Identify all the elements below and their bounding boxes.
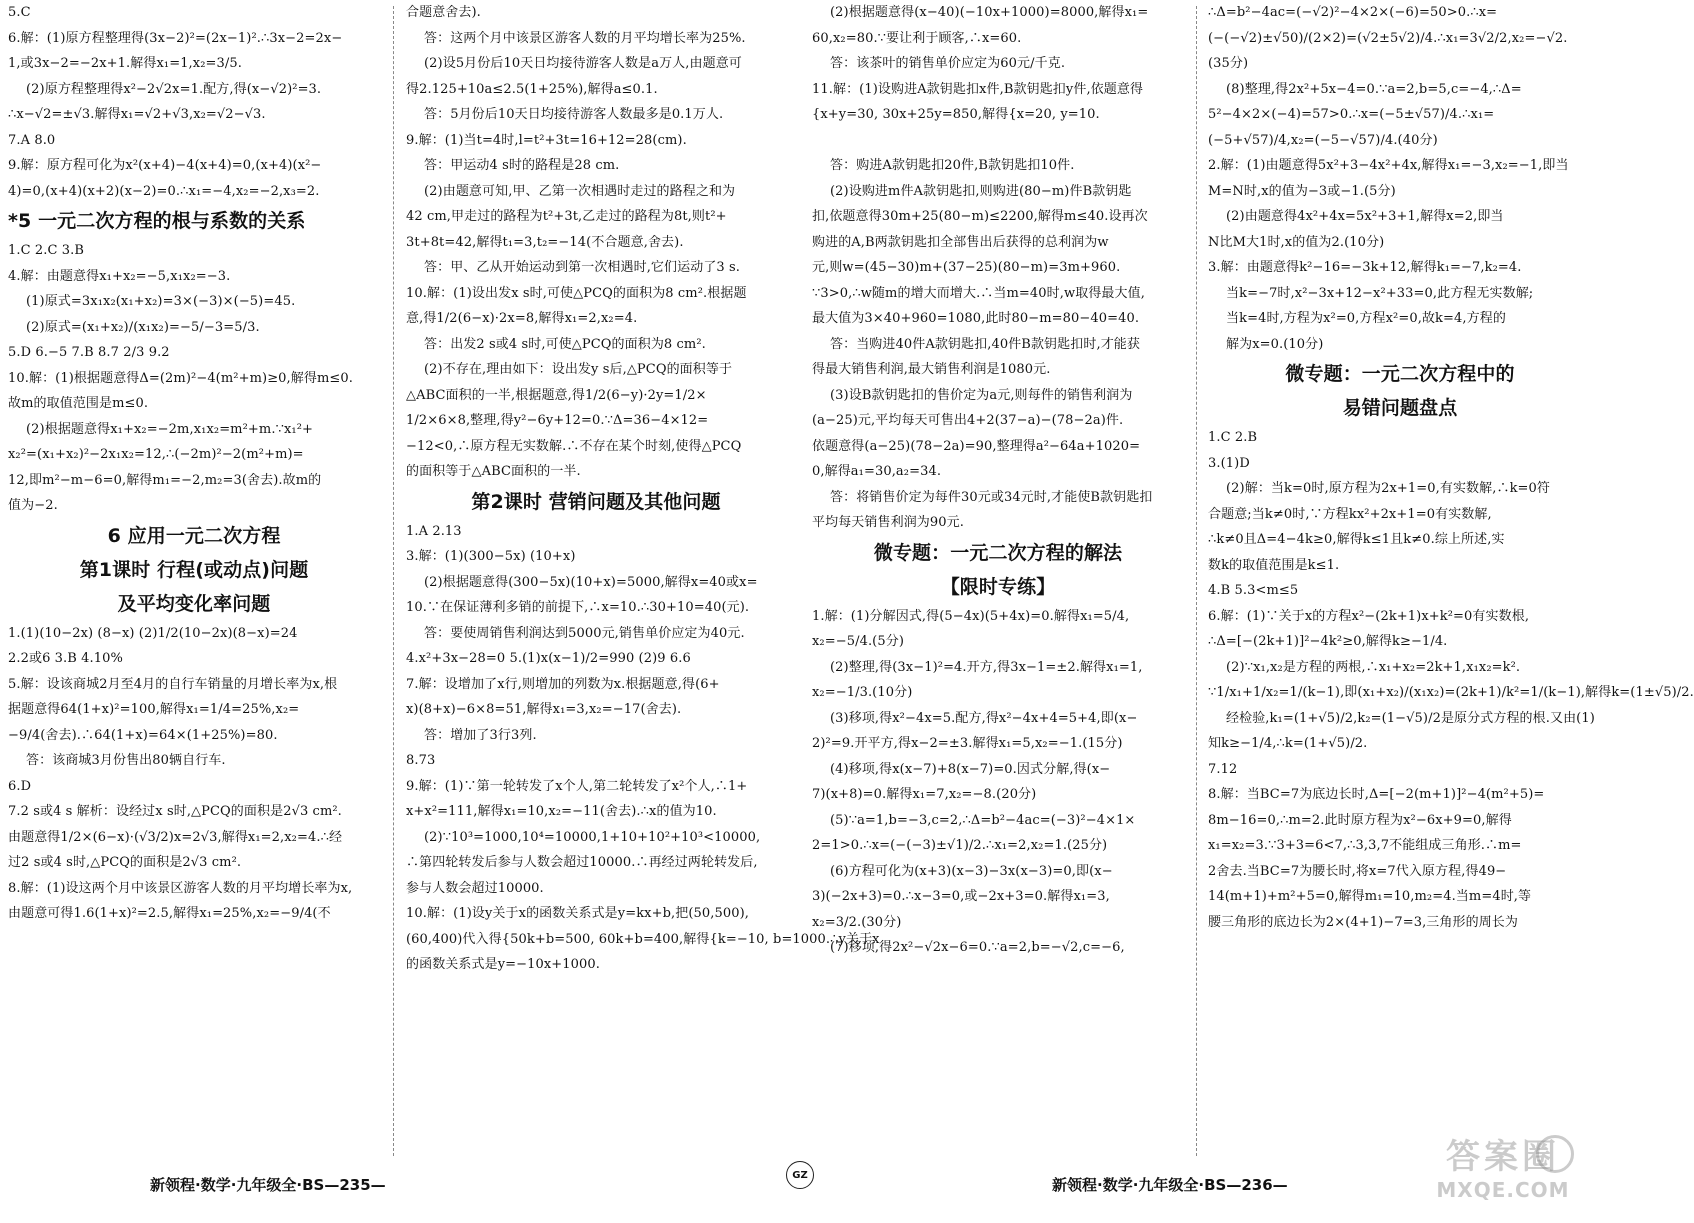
- text-line: 1.C 2.B: [1208, 430, 1258, 445]
- text-line: 合题意舍去).: [406, 5, 481, 20]
- right-page-column-2: [1208, 0, 1694, 1150]
- text-line: 解为x=0.(10分): [1226, 336, 1324, 352]
- text-line: 合题意;当k≠0时,∵方程kx²+2x+1=0有实数解,: [1208, 506, 1492, 522]
- text-line: (60,400)代入得{50k+b=500, 60k+b=400,解得{k=−10, b=1000.∴y关于x: [406, 931, 880, 947]
- gz-logo-icon: GZ: [786, 1161, 814, 1189]
- watermark-badge-icon: [1536, 1135, 1574, 1173]
- text-line: 4)=0,(x+4)(x+2)(x−2)=0.∴x₁=−4,x₂=−2,x₃=2.: [8, 183, 320, 199]
- text-line: 购进的A,B两款钥匙扣全部售出后获得的总利润为w: [812, 234, 1109, 250]
- text-line: 1/2×6×8,整理,得y²−6y+12=0.∵Δ=36−4×12=: [406, 413, 709, 428]
- text-line: (2)根据题意得(x−40)(−10x+1000)=8000,解得x₁=: [830, 5, 1149, 20]
- section-heading: 【限时专练】: [940, 575, 1056, 598]
- text-line: 12,即m²−m−6=0,解得m₁=−2,m₂=3(舍去).故m的: [8, 472, 322, 488]
- text-line: x₂=−1/3.(10分): [812, 685, 913, 700]
- text-line: M=N时,x的值为−3或−1.(5分): [1208, 183, 1396, 199]
- text-line: 故m的取值范围是m≤0.: [8, 396, 149, 411]
- text-line: ∴Δ=[−(2k+1)]²−4k²≥0,解得k≥−1/4.: [1208, 634, 1448, 649]
- text-line: (35分): [1208, 56, 1249, 71]
- text-line: (−5+√57)/4,x₂=(−5−√57)/4.(40分): [1208, 132, 1438, 148]
- text-line: 60,x₂=80.∵要让利于顾客,∴x=60.: [812, 30, 1022, 46]
- text-line: 4.解：由题意得x₁+x₂=−5,x₁x₂=−3.: [8, 268, 231, 284]
- text-line: (5)∵a=1,b=−3,c=2,∴Δ=b²−4ac=(−3)²−4×1×: [830, 812, 1136, 828]
- text-line: 由题意可得1.6(1+x)²=2.5,解得x₁=25%,x₂=−9/4(不: [8, 906, 331, 921]
- right-page-column-1: [812, 0, 1184, 1150]
- text-line: 10.解：(1)根据题意得Δ=(2m)²−4(m²+m)≥0,解得m≤0.: [8, 370, 354, 386]
- text-line: ∴Δ=b²−4ac=(−√2)²−4×2×(−6)=50>0.∴x=: [1208, 5, 1498, 20]
- text-line: △ABC面积的一半,根据题意,得1/2(6−y)·2y=1/2×: [406, 387, 707, 403]
- text-line: 4.B 5.3<m≤5: [1208, 583, 1299, 598]
- text-line: 2.解：(1)由题意得5x²+3−4x²+4x,解得x₁=−3,x₂=−1,即当: [1208, 158, 1569, 173]
- section-heading: 第1课时 行程(或动点)问题: [79, 558, 309, 581]
- text-line: 腰三角形的底边长为2×(4+1)−7=3,三角形的周长为: [1208, 914, 1519, 930]
- text-line: 由题意得1/2×(6−x)·(√3/2)x=2√3,解得x₁=2,x₂=4.∴经: [8, 829, 343, 845]
- text-line: 3.解：由题意得k²−16=−3k+12,解得k₁=−7,k₂=4.: [1208, 260, 1522, 275]
- text-line: −12<0,∴原方程无实数解.∴不存在某个时刻,使得△PCQ: [406, 438, 742, 454]
- text-line: 10.解：(1)设出发x s时,可使△PCQ的面积为8 cm².根据题: [406, 285, 747, 301]
- text-line: (4)移项,得x(x−7)+8(x−7)=0.因式分解,得(x−: [830, 761, 1111, 777]
- text-line: 3)(−2x+3)=0.∴x−3=0,或−2x+3=0.解得x₁=3,: [812, 889, 1110, 904]
- text-line: 参与人数会超过10000.: [406, 880, 544, 896]
- text-line: 3.解：(1)(300−5x) (10+x): [406, 549, 576, 564]
- text-line: x₁=x₂=3.∵3+3=6<7,∴3,3,7不能组成三角形.∴m=: [1208, 838, 1522, 853]
- text-line: (2)原式=(x₁+x₂)/(x₁x₂)=−5/−3=5/3.: [26, 319, 260, 335]
- text-line: (2)根据题意得(300−5x)(10+x)=5000,解得x=40或x=: [424, 574, 758, 590]
- text-line: ∴x−√2=±√3.解得x₁=√2+√3,x₂=√2−√3.: [8, 107, 266, 122]
- section-heading: *5 一元二次方程的根与系数的关系: [8, 210, 306, 232]
- text-line: 答：要使周销售利润达到5000元,销售单价应定为40元.: [424, 625, 745, 641]
- text-line: 42 cm,甲走过的路程为t²+3t,乙走过的路程为8t,则t²+: [406, 209, 727, 224]
- text-line: 值为−2.: [8, 498, 58, 513]
- text-line: x₂²=(x₁+x₂)²−2x₁x₂=12,∴(−2m)²−2(m²+m)=: [8, 447, 304, 462]
- section-heading: 6 应用一元二次方程: [107, 524, 281, 547]
- text-line: (7)移项,得2x²−√2x−6=0.∵a=2,b=−√2,c=−6,: [830, 940, 1125, 955]
- text-line: 9.解：(1)当t=4时,l=t²+3t=16+12=28(cm).: [406, 132, 687, 148]
- text-line: (2)设5月份后10天日均接待游客人数是a万人,由题意可: [424, 56, 742, 71]
- text-line: x₂=−5/4.(5分): [812, 634, 904, 649]
- text-line: 1.解：(1)分解因式,得(5−4x)(5+4x)=0.解得x₁=5/4,: [812, 608, 1130, 624]
- text-line: [812, 128, 1184, 154]
- text-line: 2舍去.当BC=7为腰长时,将x=7代入原方程,得49−: [1208, 863, 1507, 879]
- left-page-column-1: [8, 0, 380, 1150]
- text-line: 2.2或6 3.B 4.10%: [8, 651, 123, 666]
- text-line: 7.A 8.0: [8, 132, 56, 148]
- text-line: (2)解：当k=0时,原方程为2x+1=0,有实数解,∴k=0符: [1226, 481, 1551, 496]
- text-line: (8)整理,得2x²+5x−4=0.∵a=2,b=5,c=−4,∴Δ=: [1226, 81, 1522, 97]
- text-line: 6.解：(1)原方程整理得(3x−2)²=(2x−1)².∴3x−2=2x−: [8, 30, 343, 46]
- section-heading: 微专题：一元二次方程的解法: [873, 541, 1123, 564]
- text-line: −9/4(舍去).∴64(1+x)=64×(1+25%)=80.: [8, 727, 278, 743]
- text-line: 5.解：设该商城2月至4月的自行车销量的月增长率为x,根: [8, 676, 338, 692]
- text-line: 最大值为3×40+960=1080,此时80−m=80−40=40.: [812, 311, 1140, 326]
- text-line: 14(m+1)+m²+5=0,解得m₁=10,m₂=4.当m=4时,等: [1208, 889, 1532, 904]
- text-line: (2)整理,得(3x−1)²=4.开方,得3x−1=±2.解得x₁=1,: [830, 659, 1143, 675]
- section-heading: 及平均变化率问题: [117, 592, 271, 615]
- text-line: x)(8+x)−6×8=51,解得x₁=3,x₂=−17(舍去).: [406, 702, 682, 717]
- text-line: 10.∵在保证薄利多销的前提下,∴x=10.∴30+10=40(元).: [406, 600, 750, 615]
- text-line: ∴k≠0且Δ=4−4k≥0,解得k≤1且k≠0.综上所述,实: [1208, 532, 1505, 547]
- text-line: 答：甲、乙从开始运动到第一次相遇时,它们运动了3 s.: [424, 260, 741, 275]
- text-line: 答：该商城3月份售出80辆自行车.: [26, 753, 226, 768]
- text-line: (2)∵10³=1000,10⁴=10000,1+10+10²+10³<10000,: [424, 829, 761, 845]
- text-line: (2)由题意得4x²+4x=5x²+3+1,解得x=2,即当: [1226, 209, 1504, 224]
- text-line: 依题意得(a−25)(78−2a)=90,整理得a²−64a+1020=: [812, 438, 1141, 454]
- text-line: 的面积等于△ABC面积的一半.: [406, 464, 581, 479]
- text-line: (3)设B款钥匙扣的售价定为a元,则每件的销售利润为: [830, 387, 1133, 403]
- text-line: 2)²=9.开平方,得x−2=±3.解得x₁=5,x₂=−1.(15分): [812, 736, 1123, 751]
- watermark-logo: [1428, 1135, 1578, 1215]
- text-line: 当k=−7时,x²−3x+12−x²+33=0,此方程无实数解;: [1226, 285, 1534, 301]
- text-line: 2=1>0.∴x=(−(−3)±√1)/2.∴x₁=2,x₂=1.(25分): [812, 838, 1108, 853]
- text-line: 8.解：当BC=7为底边长时,Δ=[−2(m+1)]²−4(m²+5)=: [1208, 787, 1545, 802]
- right-page: [800, 0, 1694, 1223]
- text-line: 元,则w=(45−30)m+(37−25)(80−m)=3m+960.: [812, 260, 1121, 275]
- text-line: 经检验,k₁=(1+√5)/2,k₂=(1−√5)/2是原分式方程的根.又由(1): [1226, 710, 1595, 726]
- text-line: 据题意得64(1+x)²=100,解得x₁=1/4=25%,x₂=: [8, 702, 300, 717]
- text-line: (2)不存在,理由如下：设出发y s后,△PCQ的面积等于: [424, 362, 733, 377]
- text-line: 5²−4×2×(−4)=57>0.∴x=(−5±√57)/4.∴x₁=: [1208, 107, 1495, 122]
- text-line: ∵3>0,∴w随m的增大而增大.∴当m=40时,w取得最大值,: [812, 285, 1145, 301]
- text-line: 答：增加了3行3列.: [424, 727, 537, 743]
- text-line: 6.D: [8, 778, 32, 794]
- text-line: ∵1/x₁+1/x₂=1/(k−1),即(x₁+x₂)/(x₁x₂)=(2k+1)/k²=1/(k−1),解得k=(1±√5)/2.: [1208, 685, 1694, 700]
- text-line: 数k的取值范围是k≤1.: [1208, 557, 1340, 573]
- text-line: (−(−√2)±√50)/(2×2)=(√2±5√2)/4.∴x₁=3√2/2,x₂=−√2.: [1208, 30, 1568, 46]
- watermark-title: 答案圈: [1446, 1137, 1560, 1177]
- section-heading: 易错问题盘点: [1342, 397, 1458, 419]
- text-line: 答：将销售价定为每件30元或34元时,才能使B款钥匙扣: [830, 489, 1153, 505]
- text-line: x₂=3/2.(30分): [812, 914, 902, 930]
- text-line: 7)(x+8)=0.解得x₁=7,x₂=−8.(20分): [812, 787, 1037, 802]
- text-line: 7.解：设增加了x行,则增加的列数为x.根据题意,得(6+: [406, 676, 720, 692]
- text-line: 知k≥−1/4,∴k=(1+√5)/2.: [1208, 736, 1368, 751]
- text-line: 8.73: [406, 753, 436, 768]
- text-line: 平均每天销售利润为90元.: [812, 515, 964, 530]
- text-line: 5.D 6.−5 7.B 8.7 2/3 9.2: [8, 345, 170, 360]
- text-line: 9.解：原方程可化为x²(x+4)−4(x+4)=0,(x+4)(x²−: [8, 158, 322, 173]
- text-line: 意,得1/2(6−x)·2x=8,解得x₁=2,x₂=4.: [406, 311, 638, 326]
- text-line: {x+y=30, 30x+25y=850,解得{x=20, y=10.: [812, 107, 1100, 122]
- text-line: 得最大销售利润,最大销售利润是1080元.: [812, 362, 1051, 377]
- text-line: (6)方程可化为(x+3)(x−3)−3x(x−3)=0,即(x−: [830, 863, 1113, 879]
- text-line: 1,或3x−2=−2x+1.解得x₁=1,x₂=3/5.: [8, 56, 242, 71]
- text-line: 1.A 2.13: [406, 523, 462, 539]
- text-line: 7.12: [1208, 761, 1238, 777]
- text-line: (3)移项,得x²−4x=5.配方,得x²−4x+4=5+4,即(x−: [830, 710, 1138, 726]
- text-line: N比M大1时,x的值为2.(10分): [1208, 234, 1385, 250]
- text-line: 8m−16=0,∴m=2.此时原方程为x²−6x+9=0,解得: [1208, 812, 1512, 828]
- text-line: 9.解：(1)∵第一轮转发了x个人,第二轮转发了x²个人,∴1+: [406, 778, 748, 794]
- text-line: 答：出发2 s或4 s时,可使△PCQ的面积为8 cm².: [424, 336, 706, 352]
- text-line: 扣,依题意得30m+25(80−m)≤2200,解得m≤40.设再次: [812, 209, 1148, 224]
- column-divider: [1196, 6, 1197, 1156]
- text-line: 答：5月份后10天日均接待游客人数最多是0.1万人.: [424, 107, 724, 122]
- text-line: 答：甲运动4 s时的路程是28 cm.: [424, 158, 620, 173]
- text-line: 0,解得a₁=30,a₂=34.: [812, 464, 942, 479]
- text-line: 答：购进A款钥匙扣20件,B款钥匙扣10件.: [830, 158, 1075, 173]
- text-line: 得2.125+10a≤2.5(1+25%),解得a≤0.1.: [406, 81, 658, 97]
- text-line: (2)∵x₁,x₂是方程的两根,∴x₁+x₂=2k+1,x₁x₂=k².: [1226, 659, 1521, 675]
- text-line: 答：这两个月中该景区游客人数的月平均增长率为25%.: [424, 30, 746, 46]
- text-line: 3t+8t=42,解得t₁=3,t₂=−14(不合题意,舍去).: [406, 234, 684, 250]
- text-line: 1.(1)(10−2x) (8−x) (2)1/2(10−2x)(8−x)=24: [8, 625, 298, 641]
- text-line: 11.解：(1)设购进A款钥匙扣x件,B款钥匙扣y件,依题意得: [812, 81, 1144, 97]
- right-page-footer: 新领程·数学·九年级全·BS—236—: [1052, 1176, 1288, 1194]
- text-line: (2)设购进m件A款钥匙扣,则购进(80−m)件B款钥匙: [830, 183, 1132, 199]
- text-line: 过2 s或4 s时,△PCQ的面积是2√3 cm².: [8, 855, 242, 870]
- text-line: 当k=4时,方程为x²=0,方程x²=0,故k=4,方程的: [1226, 311, 1506, 326]
- text-line: 答：当购进40件A款钥匙扣,40件B款钥匙扣时,才能获: [830, 336, 1140, 352]
- text-line: 6.解：(1)∵关于x的方程x²−(2k+1)x+k²=0有实数根,: [1208, 608, 1530, 624]
- text-line: 4.x²+3x−28=0 5.(1)x(x−1)/2=990 (2)9 6.6: [406, 651, 691, 666]
- section-heading: 第2课时 营销问题及其他问题: [471, 490, 721, 513]
- text-line: x+x²=111,解得x₁=10,x₂=−11(舍去).∴x的值为10.: [406, 804, 717, 819]
- text-line: (2)原方程整理得x²−2√2x=1.配方,得(x−√2)²=3.: [26, 81, 322, 97]
- text-line: ∴第四轮转发后参与人数会超过10000.∴再经过两轮转发后,: [406, 855, 758, 870]
- section-heading: 微专题：一元二次方程中的: [1285, 363, 1515, 385]
- text-line: (2)由题意可知,甲、乙第一次相遇时走过的路程之和为: [424, 183, 736, 199]
- text-line: 答：该茶叶的销售单价应定为60元/千克.: [830, 56, 1066, 71]
- text-line: 1.C 2.C 3.B: [8, 243, 85, 258]
- text-line: 的函数关系式是y=−10x+1000.: [406, 957, 601, 972]
- text-line: (a−25)元,平均每天可售出4+2(37−a)−(78−2a)件.: [812, 413, 1124, 428]
- text-line: 8.解：(1)设这两个月中该景区游客人数的月平均增长率为x,: [8, 880, 353, 896]
- text-line: 3.(1)D: [1208, 455, 1250, 471]
- column-divider: [393, 6, 394, 1156]
- watermark-url: MXQE.COM: [1436, 1178, 1570, 1202]
- left-page-footer: 新领程·数学·九年级全·BS—235—: [150, 1176, 386, 1194]
- text-line: 10.解：(1)设y关于x的函数关系式是y=kx+b,把(50,500),: [406, 906, 750, 921]
- text-line: 7.2 s或4 s 解析：设经过x s时,△PCQ的面积是2√3 cm².: [8, 804, 342, 819]
- text-line: (2)根据题意得x₁+x₂=−2m,x₁x₂=m²+m.∵x₁²+: [26, 421, 313, 437]
- text-line: (1)原式=3x₁x₂(x₁+x₂)=3×(−3)×(−5)=45.: [26, 294, 296, 309]
- text-line: 5.C: [8, 5, 31, 20]
